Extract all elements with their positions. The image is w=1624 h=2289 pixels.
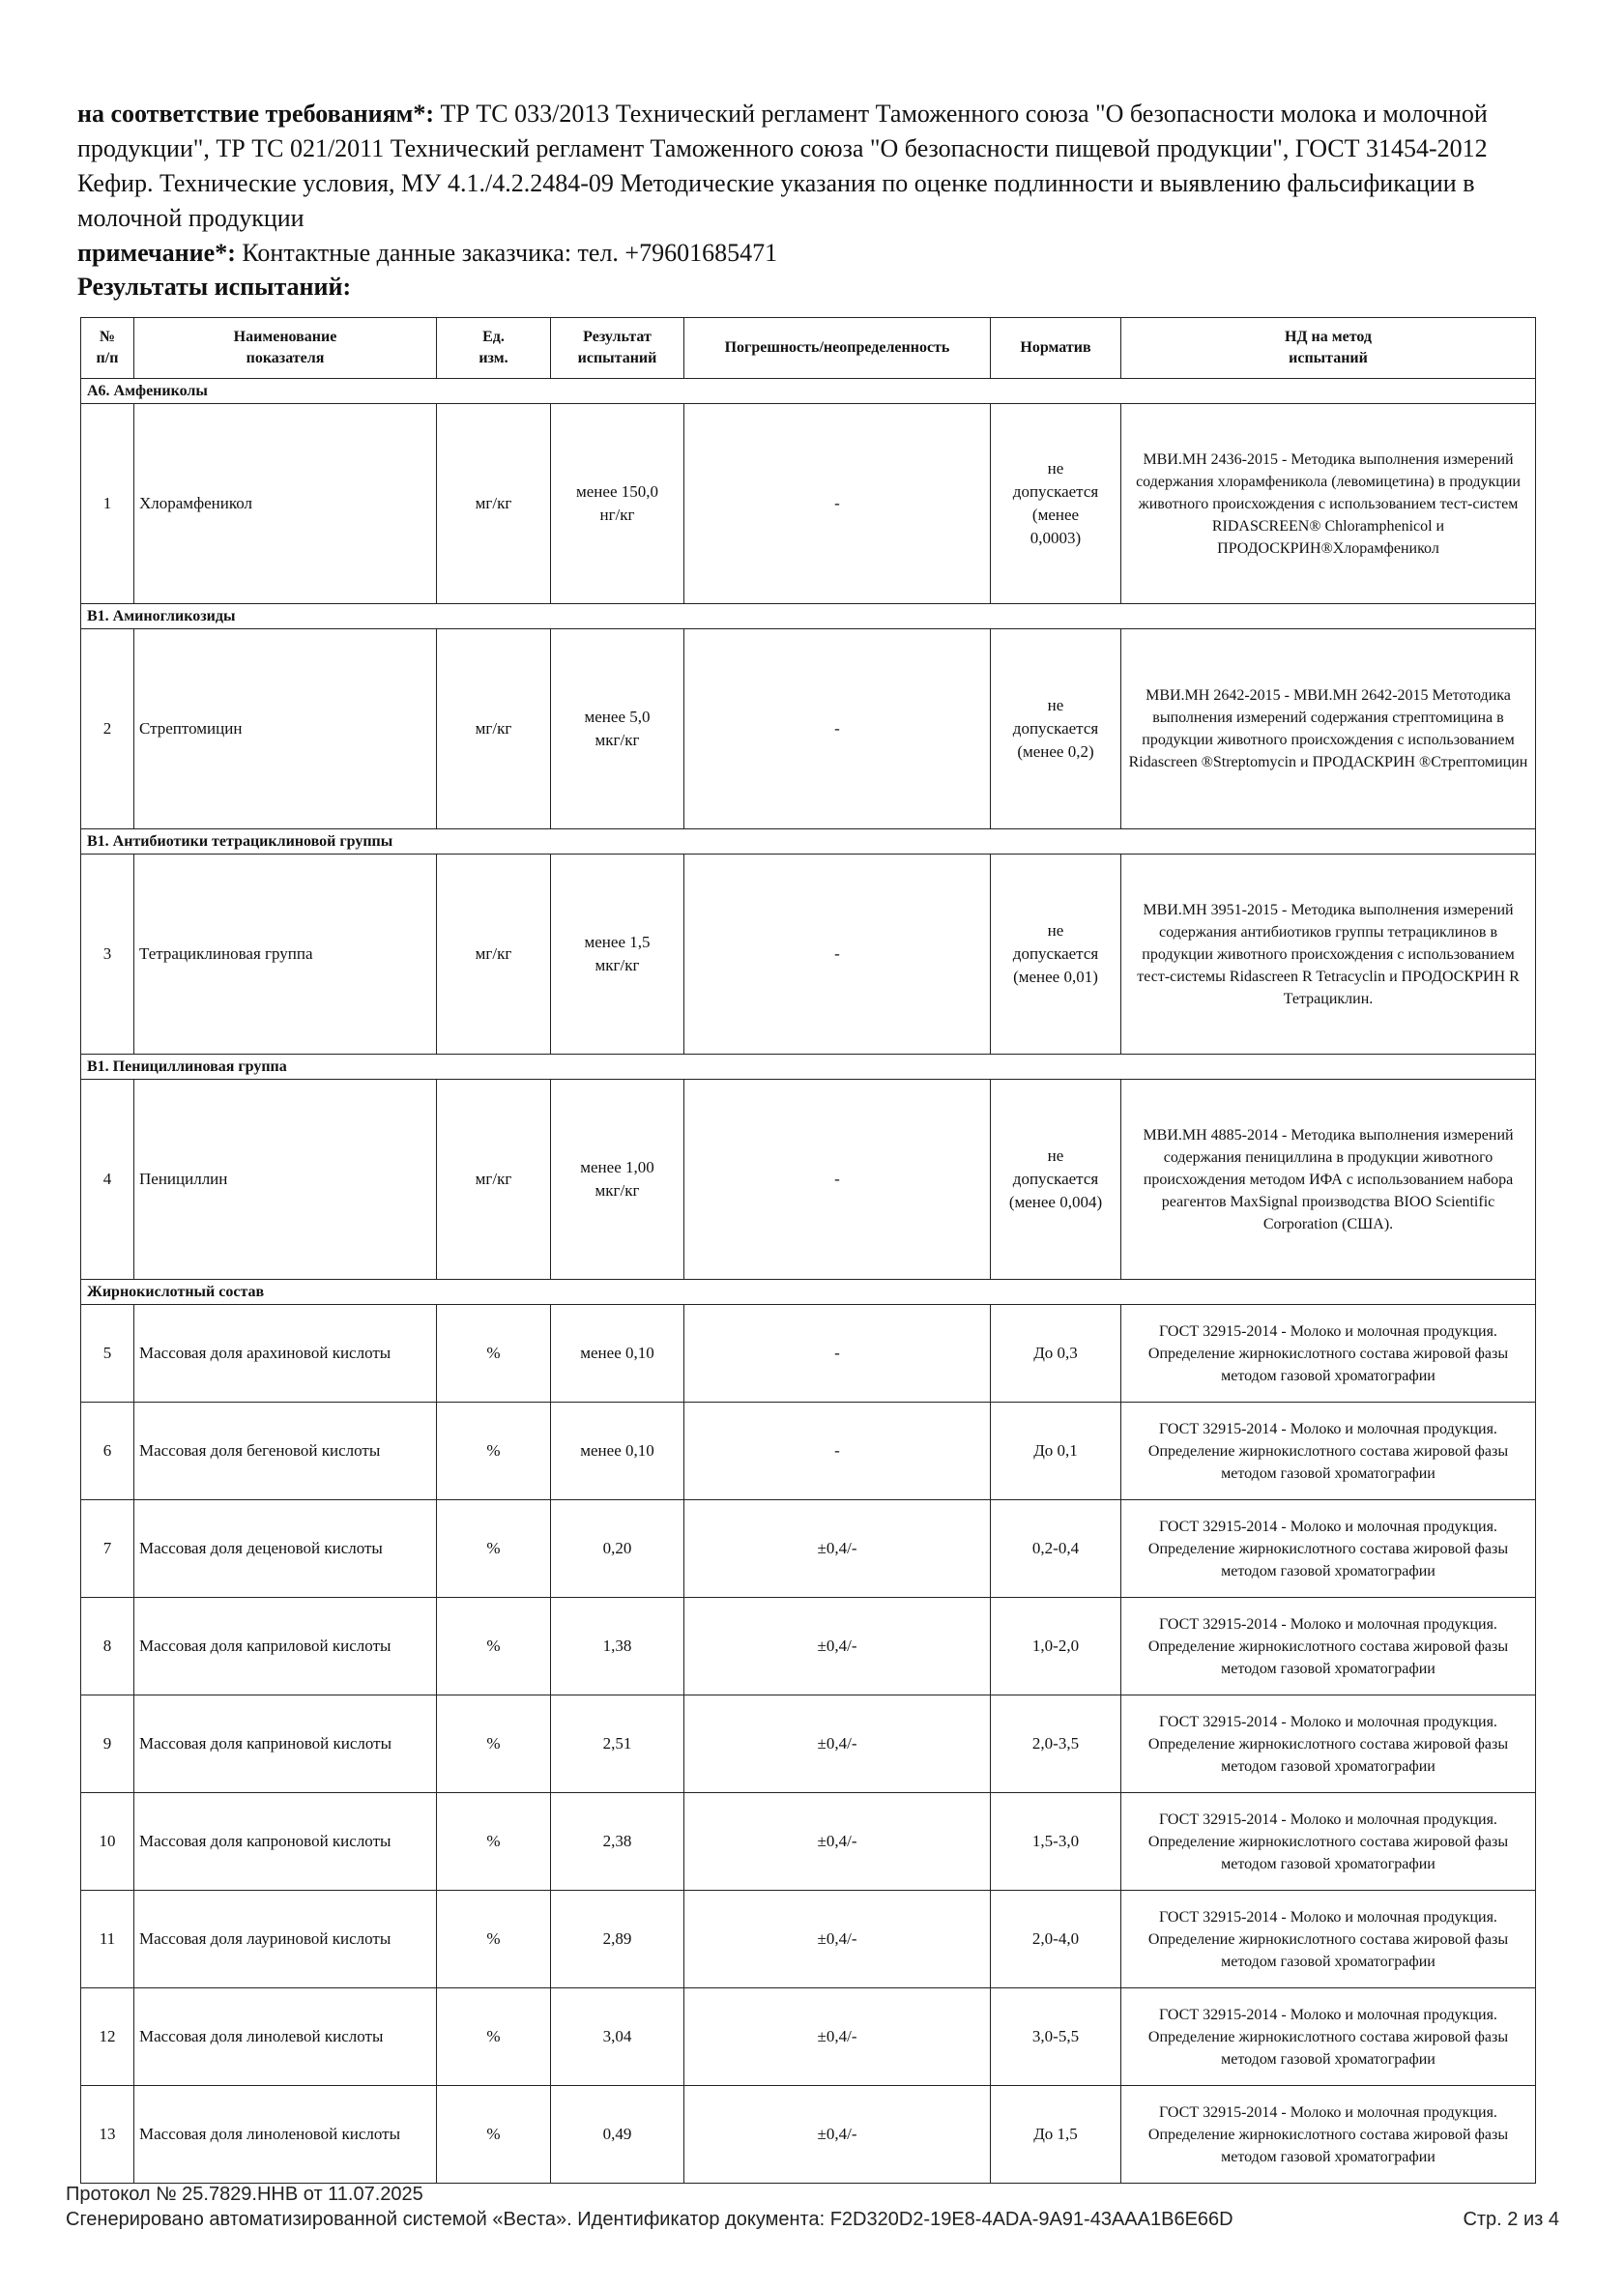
section-title: В1. Аминогликозиды bbox=[81, 604, 1536, 629]
section-title: Жирнокислотный состав bbox=[81, 1280, 1536, 1305]
section-row bbox=[81, 379, 1536, 404]
footer-line bbox=[66, 2207, 1559, 2232]
cell-uncertainty: ±0,4/- bbox=[684, 2086, 991, 2184]
cell-unit: % bbox=[437, 1598, 551, 1695]
cell-indicator-name: Массовая доля линолевой кислоты bbox=[134, 1988, 437, 2086]
results-title: Результаты испытаний: bbox=[77, 273, 352, 301]
cell-uncertainty: ±0,4/- bbox=[684, 1988, 991, 2086]
footer-generated: Сгенерировано автоматизированной системой «Веста». Идентификатор документа: F2D320D2-19E8-4ADA-9A91-43AAA1B6E66D bbox=[66, 2209, 1233, 2230]
table-row bbox=[81, 1598, 1536, 1695]
cell-uncertainty: - bbox=[684, 404, 991, 604]
section-row bbox=[81, 1055, 1536, 1080]
cell-indicator-name: Стрептомицин bbox=[134, 629, 437, 829]
cell-num: 10 bbox=[81, 1793, 134, 1891]
cell-norm: 2,0-3,5 bbox=[991, 1695, 1121, 1793]
cell-norm: 1,0-2,0 bbox=[991, 1598, 1121, 1695]
header-result: Результат испытаний bbox=[551, 318, 684, 379]
cell-result: 2,89 bbox=[551, 1891, 684, 1988]
cell-num: 7 bbox=[81, 1500, 134, 1598]
table-row bbox=[81, 855, 1536, 1055]
cell-method: МВИ.МН 4885-2014 - Методика выполнения измерений содержания пенициллина в продукции животного происхождения методом ИФА с использованием набора реагентов MaxSignal производства BIOO Scientific Corporation (США). bbox=[1121, 1080, 1536, 1280]
cell-num: 2 bbox=[81, 629, 134, 829]
table-header-row bbox=[81, 318, 1536, 379]
cell-norm: До 1,5 bbox=[991, 2086, 1121, 2184]
cell-uncertainty: - bbox=[684, 1403, 991, 1500]
note-text: Контактные данные заказчика: тел. +79601685471 bbox=[235, 239, 778, 267]
cell-method: МВИ.МН 3951-2015 - Методика выполнения измерений содержания антибиотиков группы тетрациклинов в продукции животного происхождения с использованием тест-системы Ridascreen R Tetracyclin и ПРОДОСКРИН R Тетрациклин. bbox=[1121, 855, 1536, 1055]
cell-uncertainty: - bbox=[684, 1305, 991, 1403]
requirements-paragraph bbox=[77, 97, 1556, 236]
cell-num: 9 bbox=[81, 1695, 134, 1793]
cell-unit: мг/кг bbox=[437, 855, 551, 1055]
cell-result: менее 150,0 нг/кг bbox=[551, 404, 684, 604]
cell-result: 1,38 bbox=[551, 1598, 684, 1695]
cell-num: 4 bbox=[81, 1080, 134, 1280]
cell-result: 0,20 bbox=[551, 1500, 684, 1598]
header-norm: Норматив bbox=[991, 318, 1121, 379]
cell-indicator-name: Тетрациклиновая группа bbox=[134, 855, 437, 1055]
header-num: № п/п bbox=[81, 318, 134, 379]
cell-indicator-name: Хлорамфеникол bbox=[134, 404, 437, 604]
cell-method: МВИ.МН 2436-2015 - Методика выполнения измерений содержания хлорамфеникола (левомицетина) в продукции животного происхождения с использованием тест-систем RIDASCREEN® Chloramphenicol и ПРОДОСКРИН®Хлорамфеникол bbox=[1121, 404, 1536, 604]
cell-num: 12 bbox=[81, 1988, 134, 2086]
cell-norm: До 0,3 bbox=[991, 1305, 1121, 1403]
cell-norm: 0,2-0,4 bbox=[991, 1500, 1121, 1598]
cell-result: менее 0,10 bbox=[551, 1403, 684, 1500]
section-row bbox=[81, 829, 1536, 855]
cell-norm: не допускается (менее 0,0003) bbox=[991, 404, 1121, 604]
cell-method: ГОСТ 32915-2014 - Молоко и молочная продукция. Определение жирнокислотного состава жировой фазы методом газовой хроматографии bbox=[1121, 2086, 1536, 2184]
table-row bbox=[81, 1793, 1536, 1891]
cell-method: ГОСТ 32915-2014 - Молоко и молочная продукция. Определение жирнокислотного состава жировой фазы методом газовой хроматографии bbox=[1121, 1500, 1536, 1598]
requirements-text: ТР ТС 033/2013 Технический регламент Таможенного союза "О безопасности молока и молочной продукции", ТР ТС 021/2011 Технический регламент Таможенного союза "О безопасности пищевой продукции", ГОСТ 31454-2012 Кефир. Технические условия, МУ 4.1./4.2.2484-09 Методические указания по оценке подлинности и выявлению фальсификации в молочной продукции bbox=[77, 100, 1488, 232]
cell-num: 8 bbox=[81, 1598, 134, 1695]
cell-indicator-name: Массовая доля каприновой кислоты bbox=[134, 1695, 437, 1793]
cell-method: ГОСТ 32915-2014 - Молоко и молочная продукция. Определение жирнокислотного состава жировой фазы методом газовой хроматографии bbox=[1121, 1793, 1536, 1891]
cell-result: 2,51 bbox=[551, 1695, 684, 1793]
cell-norm: 2,0-4,0 bbox=[991, 1891, 1121, 1988]
cell-uncertainty: ±0,4/- bbox=[684, 1695, 991, 1793]
cell-indicator-name: Массовая доля капроновой кислоты bbox=[134, 1793, 437, 1891]
cell-uncertainty: - bbox=[684, 1080, 991, 1280]
cell-indicator-name: Массовая доля бегеновой кислоты bbox=[134, 1403, 437, 1500]
table-row bbox=[81, 1500, 1536, 1598]
table-row bbox=[81, 1080, 1536, 1280]
cell-uncertainty: ±0,4/- bbox=[684, 1891, 991, 1988]
cell-unit: % bbox=[437, 2086, 551, 2184]
section-title: В1. Пенициллиновая группа bbox=[81, 1055, 1536, 1080]
requirements-block bbox=[77, 97, 1556, 271]
table-row bbox=[81, 404, 1536, 604]
cell-unit: % bbox=[437, 1695, 551, 1793]
cell-norm: не допускается (менее 0,004) bbox=[991, 1080, 1121, 1280]
cell-norm: 1,5-3,0 bbox=[991, 1793, 1121, 1891]
cell-method: ГОСТ 32915-2014 - Молоко и молочная продукция. Определение жирнокислотного состава жировой фазы методом газовой хроматографии bbox=[1121, 1598, 1536, 1695]
section-title: А6. Амфениколы bbox=[81, 379, 1536, 404]
cell-method: ГОСТ 32915-2014 - Молоко и молочная продукция. Определение жирнокислотного состава жировой фазы методом газовой хроматографии bbox=[1121, 1305, 1536, 1403]
cell-unit: мг/кг bbox=[437, 1080, 551, 1280]
cell-method: ГОСТ 32915-2014 - Молоко и молочная продукция. Определение жирнокислотного состава жировой фазы методом газовой хроматографии bbox=[1121, 1403, 1536, 1500]
cell-norm: не допускается (менее 0,01) bbox=[991, 855, 1121, 1055]
cell-num: 5 bbox=[81, 1305, 134, 1403]
cell-indicator-name: Массовая доля арахиновой кислоты bbox=[134, 1305, 437, 1403]
cell-uncertainty: - bbox=[684, 855, 991, 1055]
table-row bbox=[81, 1695, 1536, 1793]
cell-uncertainty: ±0,4/- bbox=[684, 1500, 991, 1598]
header-method: НД на метод испытаний bbox=[1121, 318, 1536, 379]
cell-unit: % bbox=[437, 1891, 551, 1988]
cell-norm: 3,0-5,5 bbox=[991, 1988, 1121, 2086]
cell-method: ГОСТ 32915-2014 - Молоко и молочная продукция. Определение жирнокислотного состава жировой фазы методом газовой хроматографии bbox=[1121, 1695, 1536, 1793]
header-name: Наименование показателя bbox=[134, 318, 437, 379]
footer-page-number: Стр. 2 из 4 bbox=[1463, 2209, 1559, 2230]
cell-uncertainty: ±0,4/- bbox=[684, 1793, 991, 1891]
cell-num: 3 bbox=[81, 855, 134, 1055]
table-row bbox=[81, 629, 1536, 829]
cell-num: 11 bbox=[81, 1891, 134, 1988]
table-body bbox=[81, 379, 1536, 2184]
table-row bbox=[81, 1305, 1536, 1403]
cell-indicator-name: Массовая доля линоленовой кислоты bbox=[134, 2086, 437, 2184]
cell-method: ГОСТ 32915-2014 - Молоко и молочная продукция. Определение жирнокислотного состава жировой фазы методом газовой хроматографии bbox=[1121, 1891, 1536, 1988]
cell-unit: % bbox=[437, 1793, 551, 1891]
cell-indicator-name: Массовая доля лауриновой кислоты bbox=[134, 1891, 437, 1988]
cell-result: менее 0,10 bbox=[551, 1305, 684, 1403]
footer-protocol: Протокол № 25.7829.НHВ от 11.07.2025 bbox=[66, 2184, 423, 2205]
results-table bbox=[80, 317, 1536, 2184]
cell-result: менее 1,5 мкг/кг bbox=[551, 855, 684, 1055]
cell-norm: не допускается (менее 0,2) bbox=[991, 629, 1121, 829]
cell-num: 6 bbox=[81, 1403, 134, 1500]
cell-unit: % bbox=[437, 1988, 551, 2086]
requirements-label: на соответствие требованиям*: bbox=[77, 100, 435, 128]
cell-unit: мг/кг bbox=[437, 404, 551, 604]
cell-uncertainty: - bbox=[684, 629, 991, 829]
cell-norm: До 0,1 bbox=[991, 1403, 1121, 1500]
cell-num: 13 bbox=[81, 2086, 134, 2184]
cell-result: менее 1,00 мкг/кг bbox=[551, 1080, 684, 1280]
cell-num: 1 bbox=[81, 404, 134, 604]
section-row bbox=[81, 604, 1536, 629]
cell-result: 2,38 bbox=[551, 1793, 684, 1891]
table-row bbox=[81, 1403, 1536, 1500]
cell-method: МВИ.МН 2642-2015 - МВИ.МН 2642-2015 Метотодика выполнения измерений содержания стрептомицина в продукции животного происхождения с использованием Ridascreen ®Streptomycin и ПРОДАСКРИН ®Стрептомицин bbox=[1121, 629, 1536, 829]
footer bbox=[66, 2182, 1559, 2232]
cell-unit: % bbox=[437, 1403, 551, 1500]
cell-result: менее 5,0 мкг/кг bbox=[551, 629, 684, 829]
cell-uncertainty: ±0,4/- bbox=[684, 1598, 991, 1695]
section-row bbox=[81, 1280, 1536, 1305]
cell-indicator-name: Массовая доля каприловой кислоты bbox=[134, 1598, 437, 1695]
table-row bbox=[81, 2086, 1536, 2184]
table-row bbox=[81, 1891, 1536, 1988]
table-row bbox=[81, 1988, 1536, 2086]
cell-unit: мг/кг bbox=[437, 629, 551, 829]
cell-method: ГОСТ 32915-2014 - Молоко и молочная продукция. Определение жирнокислотного состава жировой фазы методом газовой хроматографии bbox=[1121, 1988, 1536, 2086]
cell-unit: % bbox=[437, 1305, 551, 1403]
note-paragraph bbox=[77, 236, 1556, 271]
note-label: примечание*: bbox=[77, 239, 236, 267]
header-uncertainty: Погрешность/неопределенность bbox=[684, 318, 991, 379]
cell-indicator-name: Массовая доля деценовой кислоты bbox=[134, 1500, 437, 1598]
header-unit: Ед. изм. bbox=[437, 318, 551, 379]
cell-unit: % bbox=[437, 1500, 551, 1598]
section-title: В1. Антибиотики тетрациклиновой группы bbox=[81, 829, 1536, 855]
cell-result: 3,04 bbox=[551, 1988, 684, 2086]
cell-indicator-name: Пенициллин bbox=[134, 1080, 437, 1280]
cell-result: 0,49 bbox=[551, 2086, 684, 2184]
